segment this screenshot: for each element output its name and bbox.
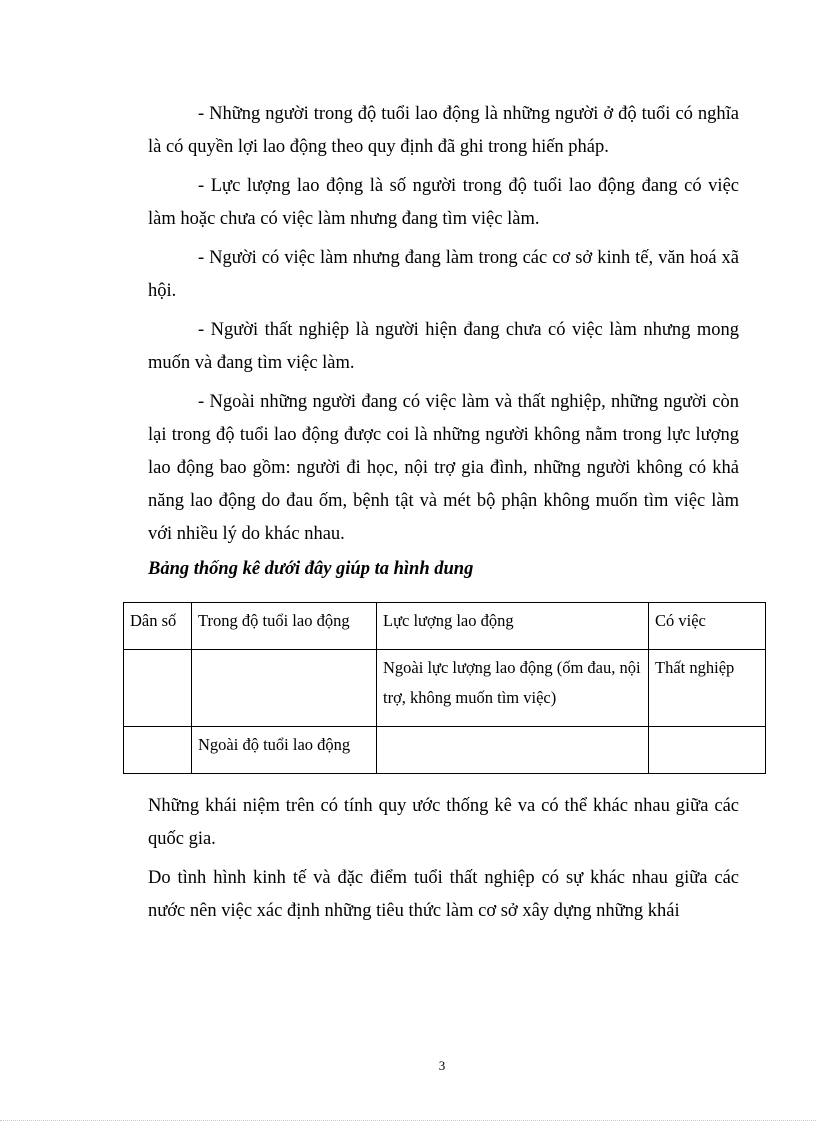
paragraph-employed: - Người có việc làm nhưng đang làm trong các cơ sở kinh tế, văn hoá xã hội. [148,248,739,301]
table-cell [124,650,192,727]
paragraph-conventions: Những khái niệm trên có tính quy ước thống kê va có thể khác nhau giữa các quốc gia. [148,796,739,849]
statistics-table [123,602,766,774]
paragraph-labor-force: - Lực lượng lao động là số người trong độ tuổi lao động đang có việc làm hoặc chưa có việc làm nhưng đang tìm việc làm. [148,176,739,229]
table-cell: Ngoài lực lượng lao động (ốm đau, nội trợ, không muốn tìm việc) [377,650,649,727]
table-cell [192,650,377,727]
paragraph-economic-situation: Do tình hình kinh tế và đặc điểm tuổi thất nghiệp có sự khác nhau giữa các nước nên việc xác định những tiêu thức làm cơ sở xây dựng những khái [148,868,739,921]
table-cell: Thất nghiệp [649,650,766,727]
table-cell: Trong độ tuổi lao động [192,603,377,650]
table-cell: Có việc [649,603,766,650]
page-bottom-divider [0,1120,816,1121]
table-row [124,603,766,650]
table-cell: Ngoài độ tuổi lao động [192,727,377,774]
table-cell [124,727,192,774]
paragraph-not-in-labor-force: - Ngoài những người đang có việc làm và thất nghiệp, những người còn lại trong độ tuổi lao động được coi là những người không nằm trong lực lượng lao động bao gồm: người đi học, nội trợ gia đình, những người không có khả năng lao động do đau ốm, bệnh tật và mét bộ phận không muốn tìm việc làm với nhiều lý do khác nhau. [148,392,739,544]
table-cell: Lực lượng lao động [377,603,649,650]
paragraph-unemployed: - Người thất nghiệp là người hiện đang chưa có việc làm nhưng mong muốn và đang tìm việc làm. [148,320,739,373]
table-caption: Bảng thống kê dưới đây giúp ta hình dung [148,559,474,579]
page-number: 3 [438,1058,446,1073]
table-cell [377,727,649,774]
paragraph-working-age: - Những người trong độ tuổi lao động là những người ở độ tuổi có nghĩa là có quyền lợi lao động theo quy định đã ghi trong hiến pháp. [148,104,739,157]
table-cell [649,727,766,774]
table-row [124,650,766,727]
table-row [124,727,766,774]
table-cell: Dân số [124,603,192,650]
